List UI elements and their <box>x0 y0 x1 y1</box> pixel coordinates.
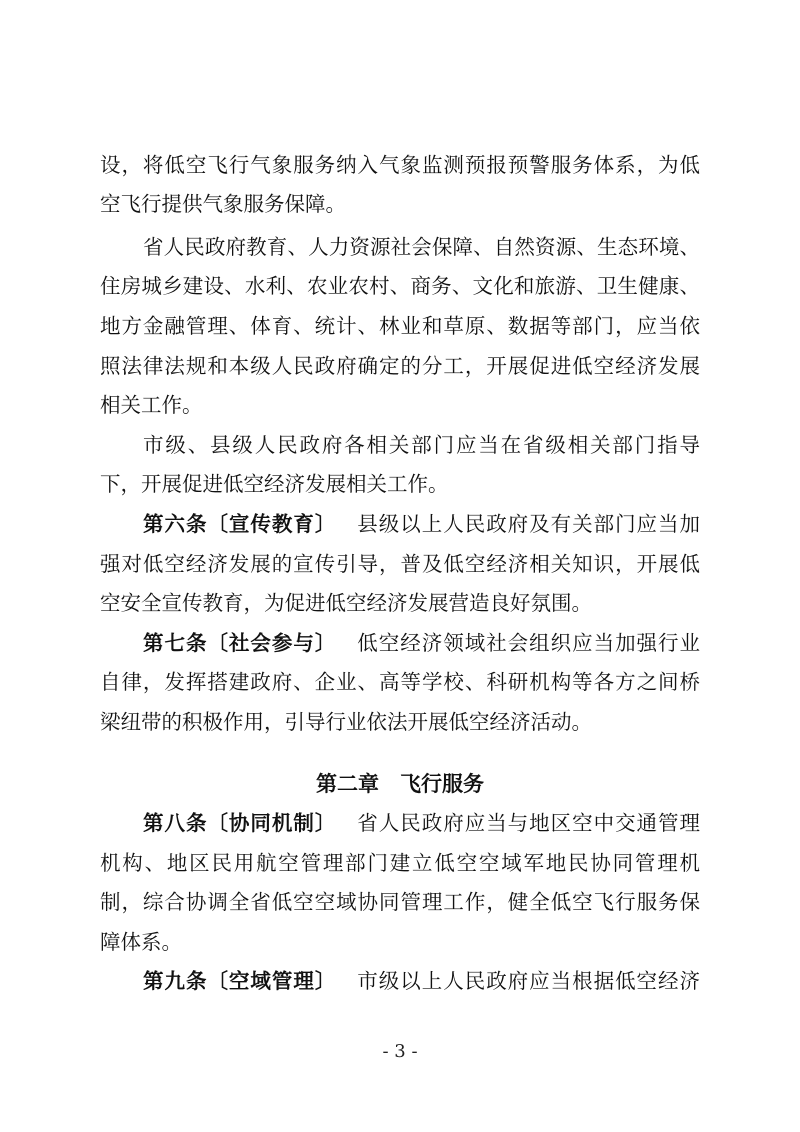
article-heading: 第九条〔空域管理〕 <box>143 969 337 993</box>
article-text: 低空经济领域社会组织应当加强行业 <box>356 631 701 655</box>
article-eight-first-line <box>143 806 700 840</box>
text-line: 地方金融管理、体育、统计、林业和草原、数据等部门，应当依 <box>100 314 700 338</box>
article-text: 市级以上人民政府应当根据低空经济 <box>356 969 701 993</box>
text-line: 机构、地区民用航空管理部门建立低空空域军地民协同管理机 <box>100 851 700 875</box>
text-line: 自律，发挥搭建政府、企业、高等学校、科研机构等各方之间桥 <box>100 670 700 694</box>
text-line: 制，综合协调全省低空空域协同管理工作，健全低空飞行服务保 <box>100 890 700 914</box>
article-text: 县级以上人民政府及有关部门应当加 <box>356 512 701 536</box>
text-line: 相关工作。 <box>100 393 203 417</box>
text-line: 空飞行提供气象服务保障。 <box>100 192 346 216</box>
text-line: 住房城乡建设、水利、农业农村、商务、文化和旅游、卫生健康、 <box>100 274 700 298</box>
text-line: 空安全宣传教育，为促进低空经济发展营造良好氛围。 <box>100 591 592 615</box>
article-heading: 第七条〔社会参与〕 <box>143 631 337 655</box>
text-line: 障体系。 <box>100 930 182 954</box>
article-heading: 第六条〔宣传教育〕 <box>143 512 337 536</box>
text-line: 设，将低空飞行气象服务纳入气象监测预报预警服务体系，为低 <box>100 153 700 177</box>
chapter-title: 第二章 飞行服务 <box>316 772 484 796</box>
page-number: - 3 - <box>382 1041 418 1062</box>
article-nine-first-line <box>143 964 700 998</box>
text-line: 梁纽带的积极作用，引导行业依法开展低空经济活动。 <box>100 710 592 734</box>
text-line: 照法律法规和本级人民政府确定的分工，开展促进低空经济发展 <box>100 354 700 378</box>
text-line: 强对低空经济发展的宣传引导，普及低空经济相关知识，开展低 <box>100 552 700 576</box>
text-line: 市级、县级人民政府各相关部门应当在省级相关部门指导 <box>143 433 700 457</box>
text-line: 下，开展促进低空经济发展相关工作。 <box>100 472 449 496</box>
article-text: 省人民政府应当与地区空中交通管理 <box>356 811 701 835</box>
article-six-first-line <box>143 507 700 541</box>
article-seven-first-line <box>143 626 700 660</box>
text-line: 省人民政府教育、人力资源社会保障、自然资源、生态环境、 <box>143 235 700 259</box>
article-heading: 第八条〔协同机制〕 <box>143 811 337 835</box>
